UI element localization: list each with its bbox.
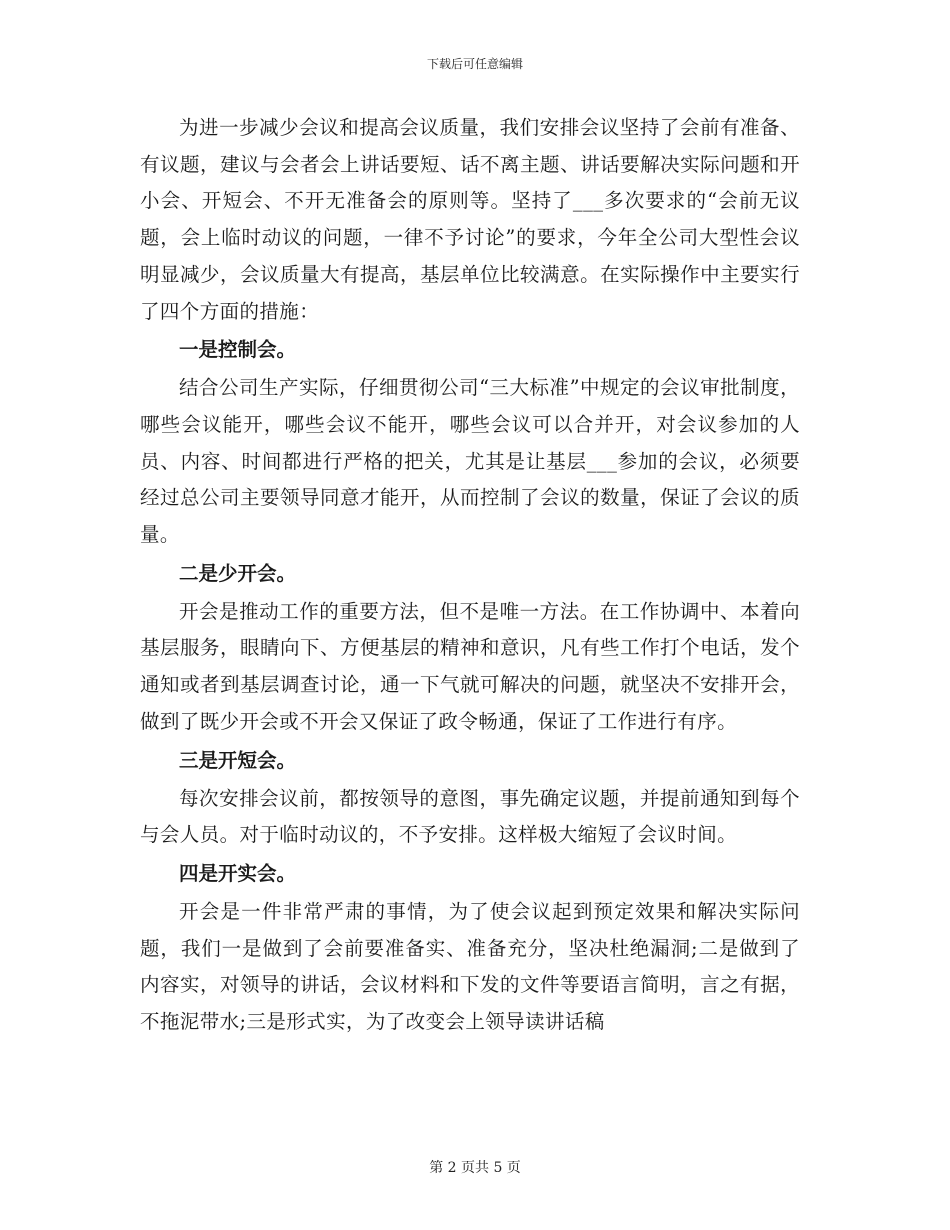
section-heading-fewer: 二是少开会。 <box>179 561 297 585</box>
section-body-short: 每次安排会议前，都按领导的意图，事先确定议题，并提前通知到每个与会人员。对于临时动议的，不予安排。这样极大缩短了会议时间。 <box>140 786 800 847</box>
section-heading-practical: 四是开实会。 <box>179 861 297 885</box>
section-body-fewer: 开会是推动工作的重要方法，但不是唯一方法。在工作协调中、本着向基层服务，眼睛向下、方便基层的精神和意识，凡有些工作打个电话，发个通知或者到基层调查讨论，通一下气就可解决的问题，就坚决不安排开会，做到了既少开会或不开会又保证了政令畅通，保证了工作进行有序。 <box>140 599 800 733</box>
section-body-practical: 开会是一件非常严肃的事情，为了使会议起到预定效果和解决实际问题，我们一是做到了会前要准备实、准备充分，坚决杜绝漏洞;二是做到了内容实，对领导的讲话，会议材料和下发的文件等要语言简明，言之有据，不拖泥带水;三是形式实，为了改变会上领导读讲话稿 <box>140 899 800 1034</box>
section-body-control: 结合公司生产实际，仔细贯彻公司“三大标准”中规定的会议审批制度，哪些会议能开，哪些会议不能开，哪些会议可以合并开，对会议参加的人员、内容、时间都进行严格的把关，尤其是让基层___参加的会议，必须要经过总公司主要领导同意才能开，从而控制了会议的数量，保证了会议的质量。 <box>140 376 800 547</box>
section-heading-control: 一是控制会。 <box>179 338 297 362</box>
page-header: 下载后可任意编辑 <box>426 57 523 71</box>
section-heading-short: 三是开短会。 <box>179 748 297 772</box>
intro-paragraph: 为进一步减少会议和提高会议质量，我们安排会议坚持了会前有准备、有议题，建议与会者会上讲话要短、话不离主题、讲话要解决实际问题和开小会、开短会、不开无准备会的原则等。坚持了___多次要求的“会前无议题，会上临时动议的问题，一律不予讨论”的要求，今年全公司大型性会议明显减少，会议质量大有提高，基层单位比较满意。在实际操作中主要实行了四个方面的措施： <box>140 116 800 323</box>
document-body <box>140 110 800 1041</box>
page-footer: 第 2 页共 5 页 <box>429 1160 521 1176</box>
